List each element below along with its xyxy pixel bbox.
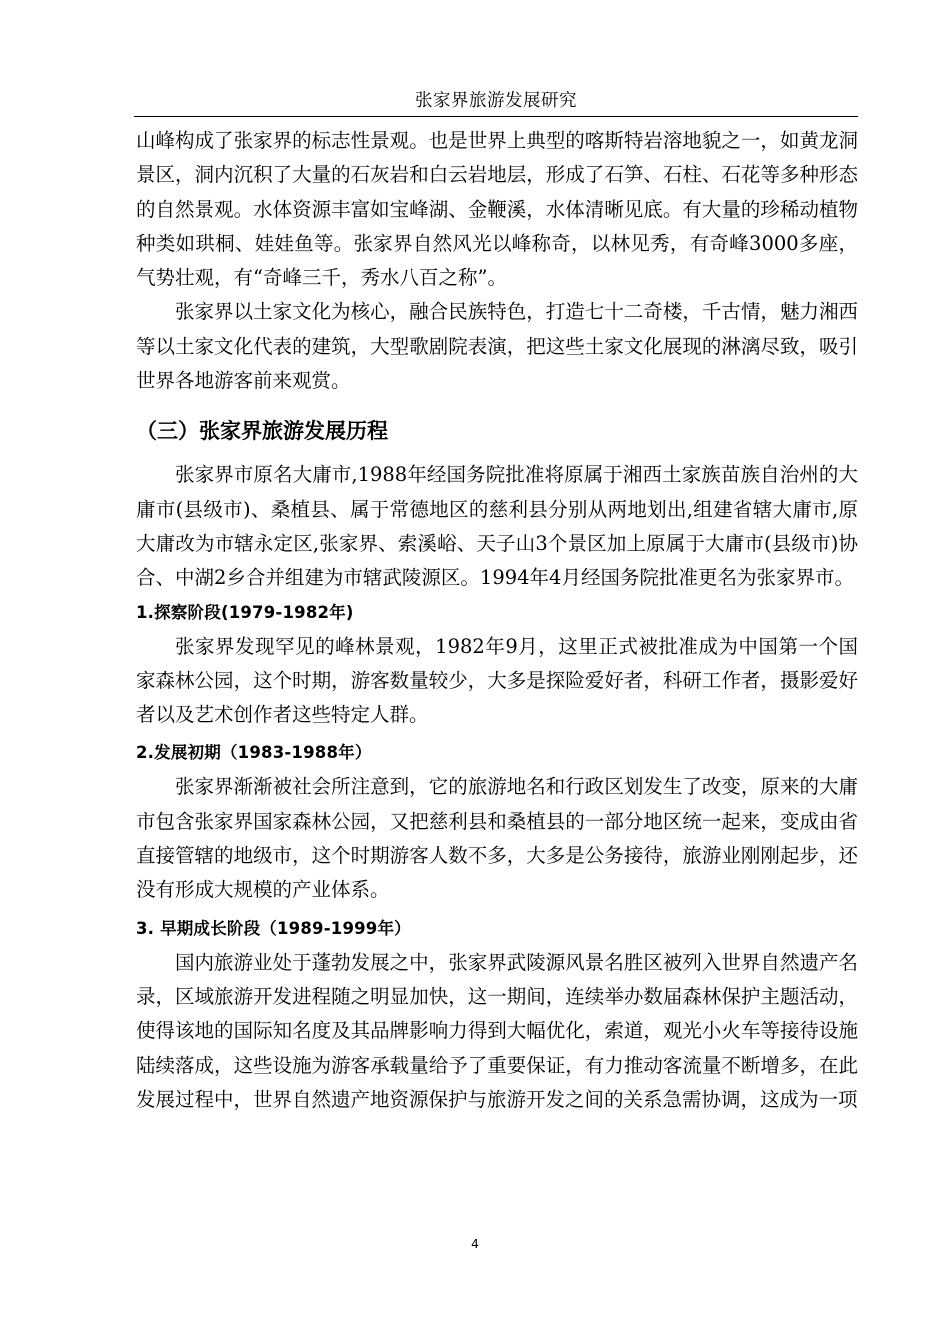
document-body bbox=[136, 124, 858, 1117]
paragraph-exploration-stage: 张家界发现罕见的峰林景观，1982年9月，这里正式被批准成为中国第一个国家森林公园，这个时期，游客数量较少，大多是探险爱好者，科研工作者，摄影爱好者以及艺术创作者这些特定人群。 bbox=[136, 634, 858, 727]
paragraph-early-growth: 国内旅游业处于蓬勃发展之中，张家界武陵源风景名胜区被列入世界自然遗产名录，区域旅游开发进程随之明显加快，这一期间，连续举办数届森林保护主题活动，使得该地的国际知名度及其品牌影响力得到大幅优化，索道，观光小火车等接待设施陆续落成，这些设施为游客承载量给予了重要保证，有力推动客流量不断增多，在此发展过程中，世界自然遗产地资源保护与旅游开发之间的关系急需协调，这成为一项 bbox=[136, 950, 858, 1111]
section-heading-history: （三）张家界旅游发展历程 bbox=[136, 419, 388, 444]
page-number: 4 bbox=[471, 1237, 479, 1251]
paragraph-early-development: 张家界渐渐被社会所注意到，它的旅游地名和行政区划发生了改变，原来的大庸市包含张家界国家森林公园，又把慈利县和桑植县的一部分地区统一起来，变成由省直接管辖的地级市，这个时期游客人数不多，大多是公务接待，旅游业刚刚起步，还没有形成大规模的产业体系。 bbox=[136, 775, 858, 902]
subheading-exploration-stage: 1.探察阶段(1979-1982年) bbox=[136, 602, 354, 622]
paragraph-city-history: 张家界市原名大庸市,1988年经国务院批准将原属于湘西土家族苗族自治州的大庸市(县级市)、桑植县、属于常德地区的慈利县分别从两地划出,组建省辖大庸市,原大庸改为市辖永定区,张家界、索溪峪、天子山3个景区加上原属于大庸市(县级市)协合、中湖2乡合并组建为市辖武陵源区。1994年4月经国务院批准更名为张家界市。 bbox=[136, 463, 858, 590]
page-header bbox=[134, 88, 858, 117]
subheading-early-growth: 3. 早期成长阶段（1989-1999年） bbox=[136, 918, 411, 938]
header-title: 张家界旅游发展研究 bbox=[415, 91, 577, 111]
paragraph-tujia-culture: 张家界以土家文化为核心，融合民族特色，打造七十二奇楼，千古情，魅力湘西等以土家文化代表的建筑，大型歌剧院表演，把这些土家文化展现的淋漓尽致，吸引世界各地游客前来观赏。 bbox=[136, 300, 858, 393]
subheading-early-development: 2.发展初期（1983-1988年） bbox=[136, 743, 372, 763]
paragraph-scenery: 山峰构成了张家界的标志性景观。也是世界上典型的喀斯特岩溶地貌之一，如黄龙洞景区，洞内沉积了大量的石灰岩和白云岩地层，形成了石笋、石柱、石花等多种形态的自然景观。水体资源丰富如宝峰湖、金鞭溪，水体清晰见底。有大量的珍稀动植物种类如珙桐、娃娃鱼等。张家界自然风光以峰称奇，以林见秀，有奇峰3000多座，气势壮观，有“奇峰三千，秀水八百之称”。 bbox=[136, 129, 858, 290]
